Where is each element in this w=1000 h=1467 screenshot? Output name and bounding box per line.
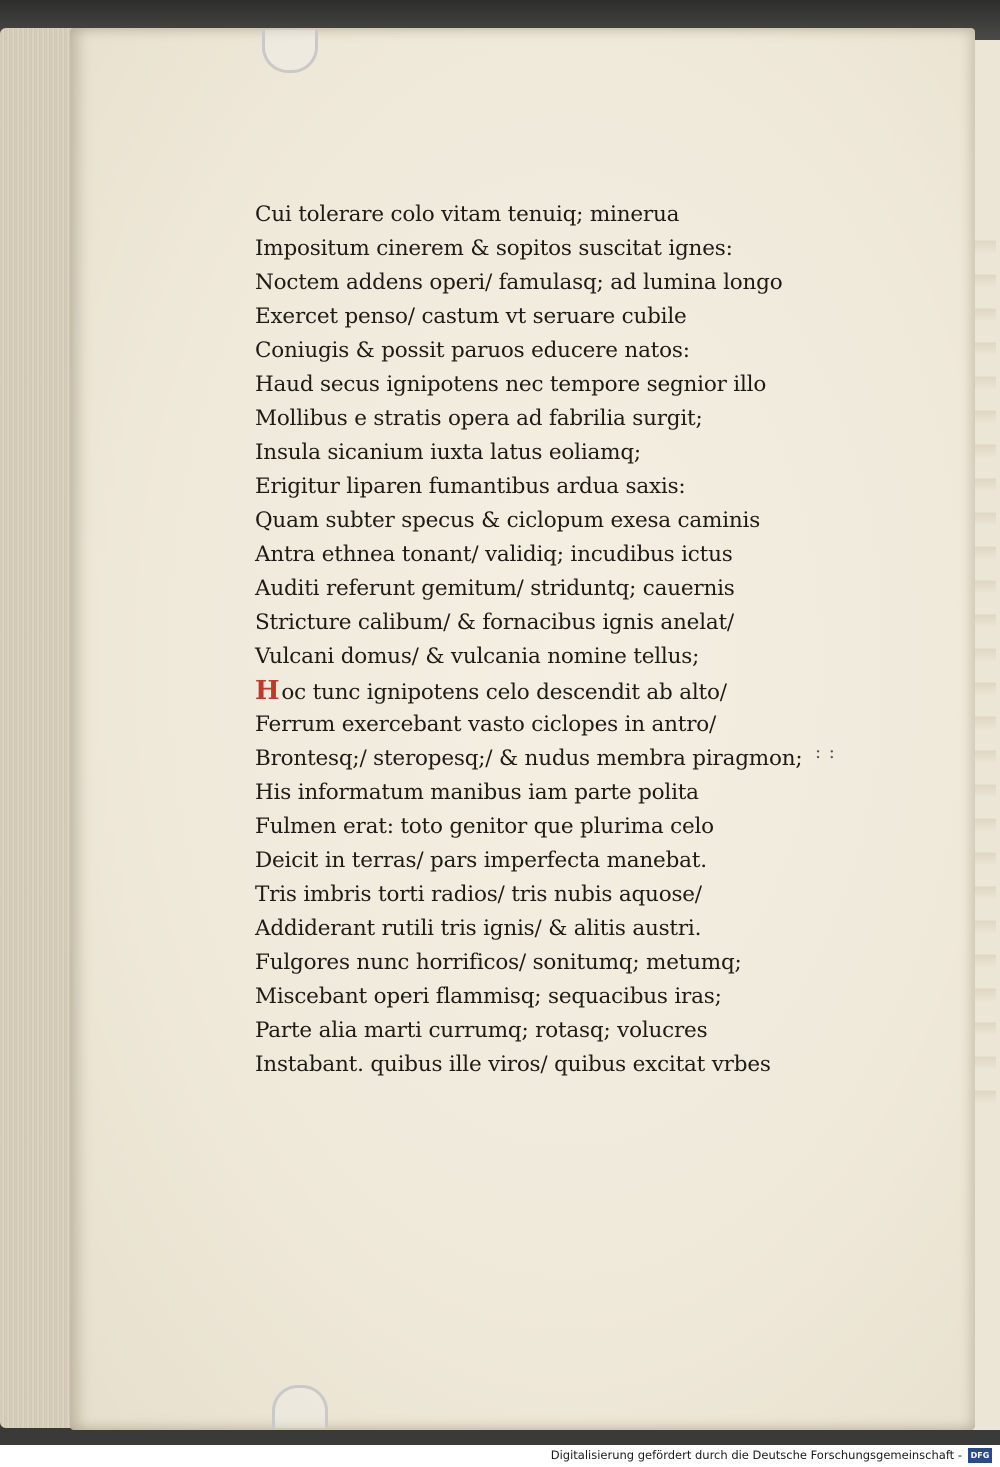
text-line: [255, 436, 835, 470]
text-line: [255, 946, 835, 980]
text-line: [255, 368, 835, 402]
text-line: [255, 334, 835, 368]
text-line-content: Coniugis & possit paruos educere natos:: [255, 338, 690, 363]
text-line: [255, 232, 835, 266]
text-line-content: Addiderant rutili tris ignis/ & alitis austri.: [255, 916, 702, 941]
text-line-content: Instabant. quibus ille viros/ quibus excitat vrbes: [255, 1052, 771, 1077]
text-line-content: His informatum manibus iam parte polita: [255, 780, 699, 805]
rubricated-initial: H: [255, 676, 280, 706]
page-edge-stack: [0, 28, 78, 1428]
text-line: [255, 1014, 835, 1048]
text-line-content: Cui tolerare colo vitam tenuiq; minerua: [255, 202, 680, 227]
text-line-content: Insula sicanium iuxta latus eoliamq;: [255, 440, 641, 465]
text-line: [255, 300, 835, 334]
text-line-content: Exercet penso/ castum vt seruare cubile: [255, 304, 687, 329]
text-line-content: Fulgores nunc horrificos/ sonitumq; metumq;: [255, 950, 742, 975]
text-line: [255, 606, 835, 640]
text-line: [255, 538, 835, 572]
text-line-content: Mollibus e stratis opera ad fabrilia surgit;: [255, 406, 703, 431]
text-line-content: Miscebant operi flammisq; sequacibus iras;: [255, 984, 722, 1009]
text-line-content: Vulcani domus/ & vulcania nomine tellus;: [255, 644, 700, 669]
printed-text-block: [255, 198, 835, 1082]
margin-mark: : :: [815, 742, 836, 763]
text-line-content: Impositum cinerem & sopitos suscitat ignes:: [255, 236, 733, 261]
text-line: [255, 640, 835, 674]
text-line: [255, 878, 835, 912]
text-line: [255, 1048, 835, 1082]
page-clip-bottom: [272, 1385, 328, 1428]
text-line: [255, 742, 835, 776]
text-line-content: Antra ethnea tonant/ validiq; incudibus ictus: [255, 542, 733, 567]
text-line: [255, 776, 835, 810]
text-line: [255, 266, 835, 300]
text-line: [255, 810, 835, 844]
text-line: [255, 980, 835, 1014]
text-line: [255, 198, 835, 232]
text-line-content: Stricture calibum/ & fornacibus ignis anelat/: [255, 610, 734, 635]
text-line-content: Haud secus ignipotens nec tempore segnior illo: [255, 372, 767, 397]
text-line: [255, 912, 835, 946]
text-line: [255, 844, 835, 878]
text-line-content: Deicit in terras/ pars imperfecta manebat.: [255, 848, 707, 873]
text-line: [255, 504, 835, 538]
text-line-content: Ferrum exercebant vasto ciclopes in antro/: [255, 712, 717, 737]
text-line-content: Erigitur liparen fumantibus ardua saxis:: [255, 474, 686, 499]
footer-credit: Digitalisierung gefördert durch die Deutsche Forschungsgemeinschaft -: [550, 1448, 962, 1462]
text-line-content: Parte alia marti currumq; rotasq; volucres: [255, 1018, 708, 1043]
text-line: [255, 708, 835, 742]
footer-bar: [0, 1445, 1000, 1467]
text-line-content: Auditi referunt gemitum/ striduntq; cauernis: [255, 576, 735, 601]
dfg-logo: DFG: [968, 1448, 992, 1463]
text-line-content: Quam subter specus & ciclopum exesa caminis: [255, 508, 761, 533]
text-line-content: Fulmen erat: toto genitor que plurima celo: [255, 814, 714, 839]
text-line: [255, 572, 835, 606]
text-line-content: oc tunc ignipotens celo descendit ab alto/: [281, 680, 727, 705]
text-line-content: Tris imbris torti radios/ tris nubis aquose/: [255, 882, 702, 907]
text-line: [255, 402, 835, 436]
text-line: [255, 674, 835, 708]
text-line-content: Brontesq;/ steropesq;/ & nudus membra piragmon;: [255, 746, 803, 771]
text-line: [255, 470, 835, 504]
text-line-content: Noctem addens operi/ famulasq; ad lumina longo: [255, 270, 783, 295]
